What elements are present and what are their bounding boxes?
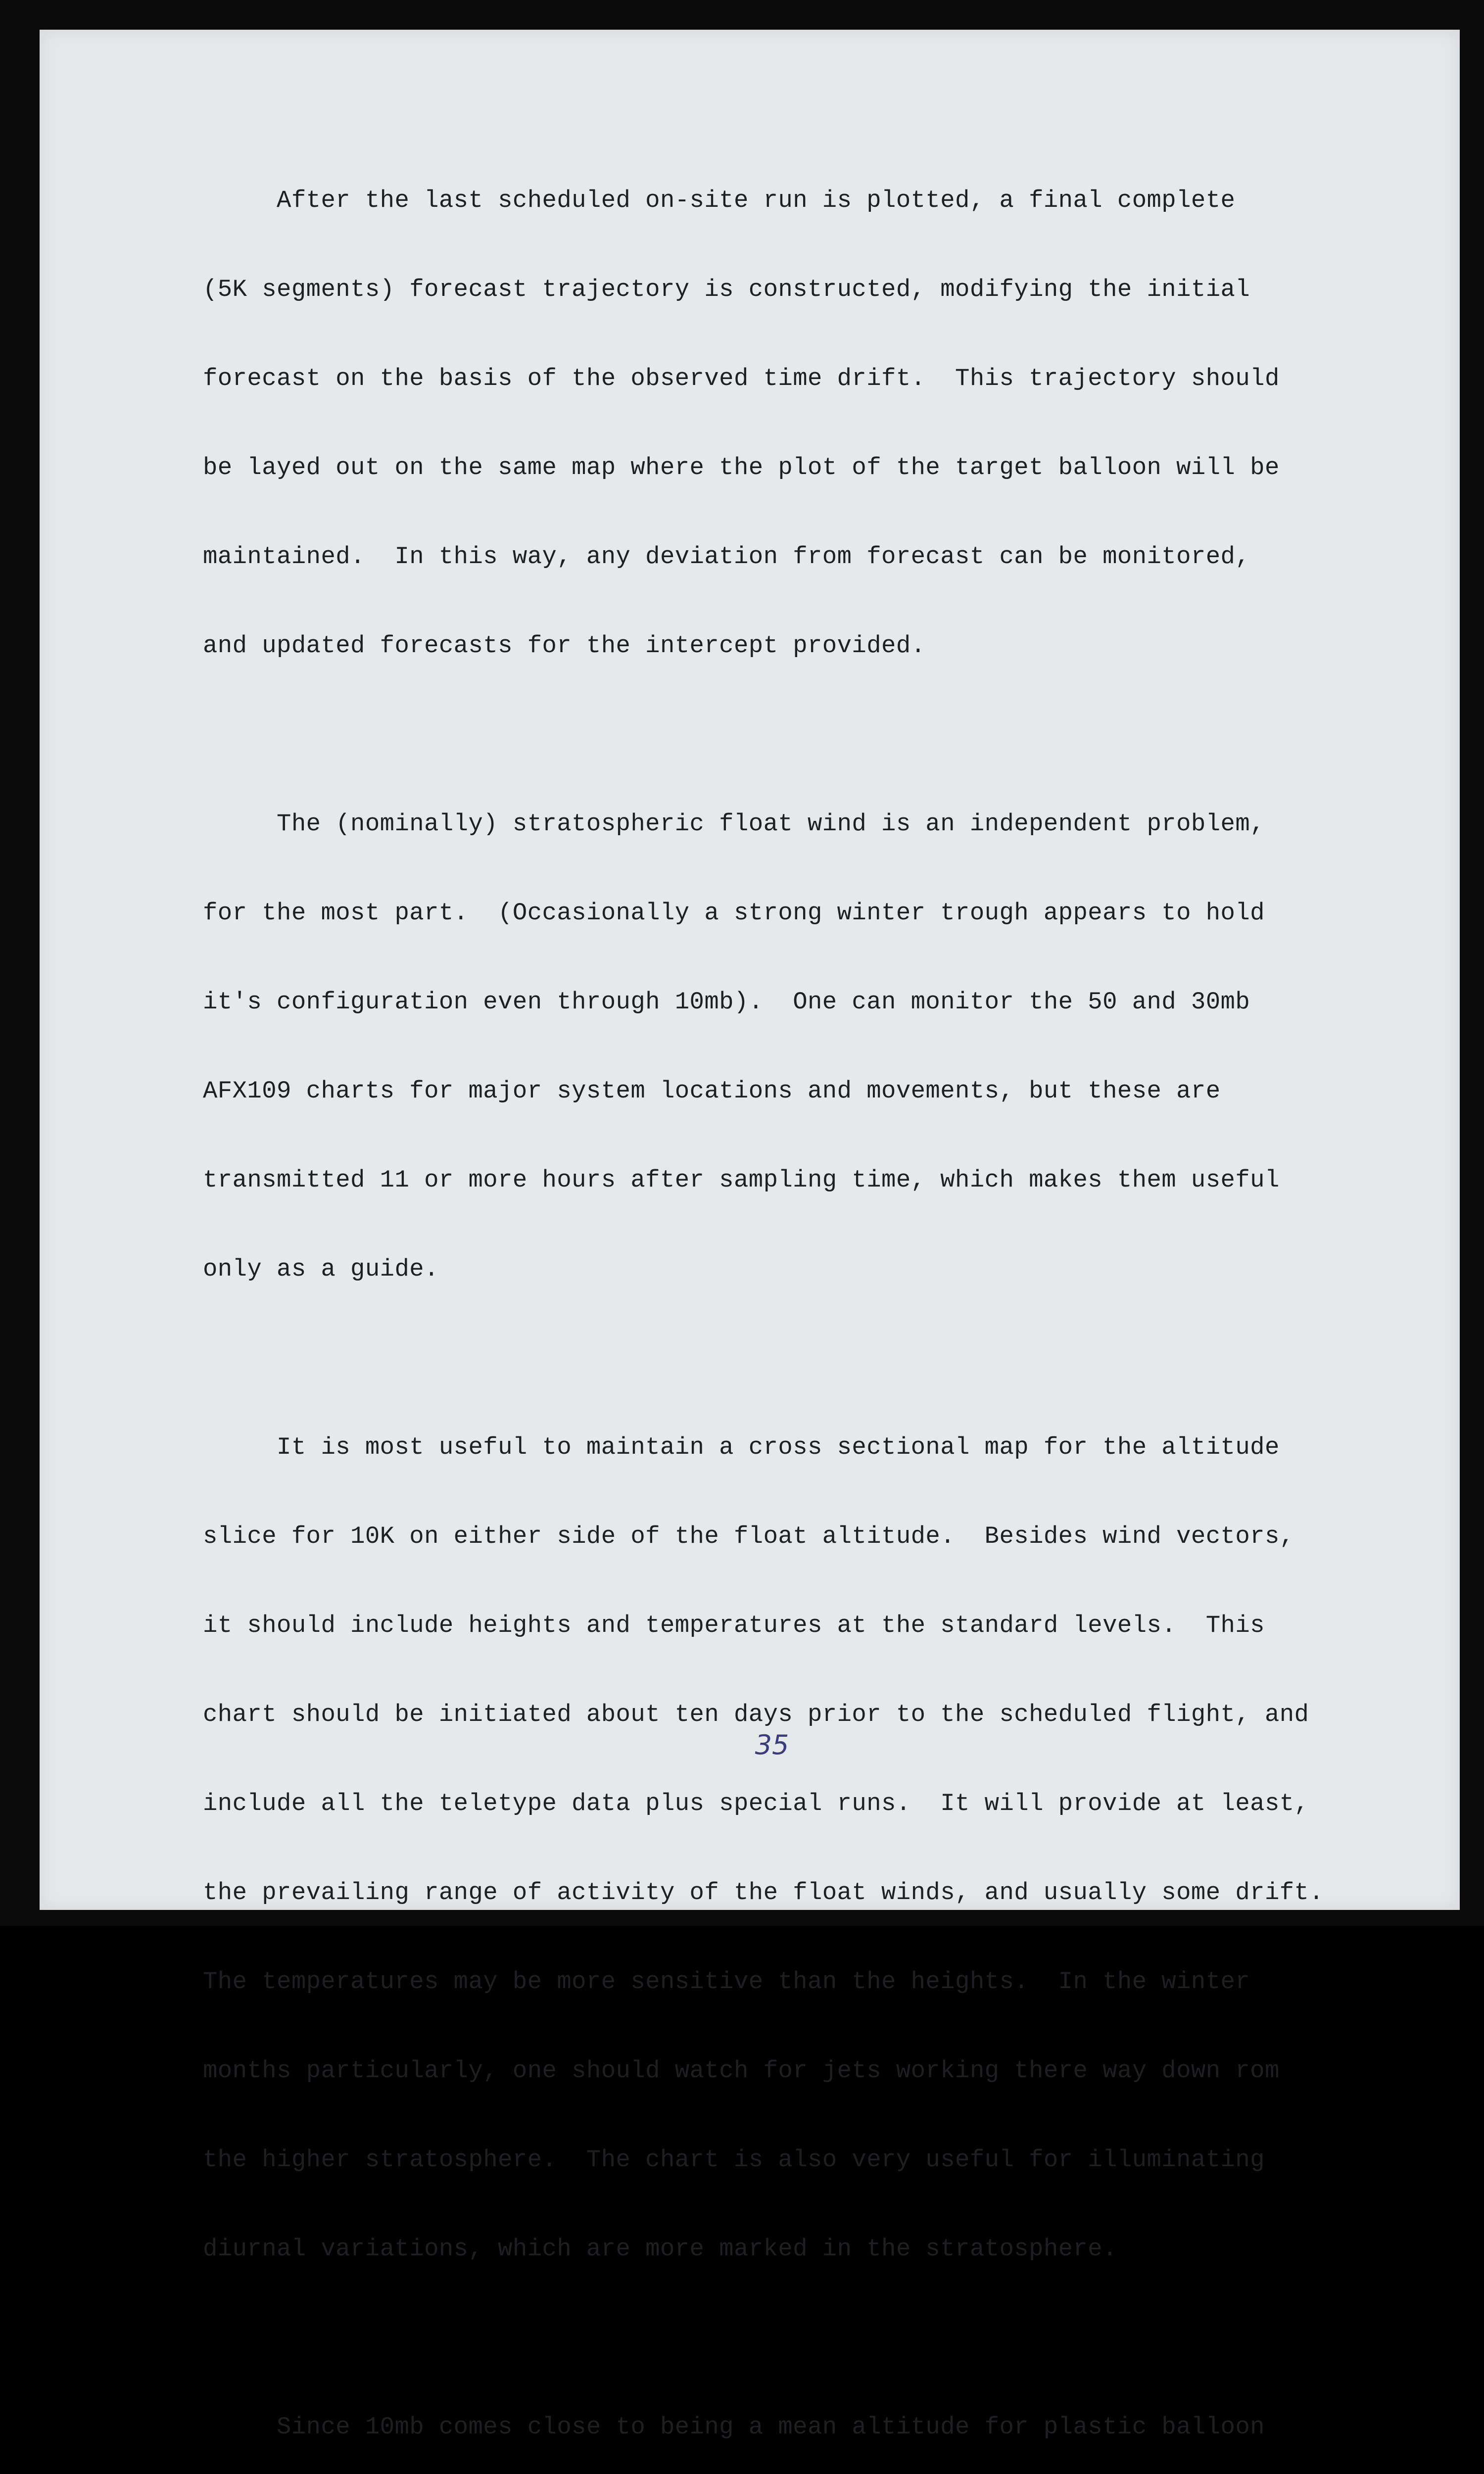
text-line: include all the teletype data plus special runs. It will provide at least,	[203, 1790, 1309, 1817]
text-line: The temperatures may be more sensitive than the heights. In the winter	[203, 1968, 1250, 1996]
text-line: maintained. In this way, any deviation from forecast can be monitored,	[203, 543, 1250, 571]
text-line: AFX109 charts for major system locations and movements, but these are	[203, 1077, 1221, 1105]
text-line: months particularly, one should watch for jets working there way down rom	[203, 2057, 1280, 2085]
paragraph-float-wind	[203, 750, 1425, 1343]
paragraph-10mb-pathfinders	[203, 2353, 1425, 2474]
text-line: for the most part. (Occasionally a strong winter trough appears to hold	[203, 899, 1265, 927]
text-line: After the last scheduled on-site run is plotted, a final complete	[203, 187, 1236, 214]
document-page	[40, 30, 1460, 2441]
text-line: diurnal variations, which are more marked in the stratosphere.	[203, 2235, 1117, 2263]
text-line: transmitted 11 or more hours after sampling time, which makes them useful	[203, 1166, 1280, 1194]
text-line: Since 10mb comes close to being a mean altitude for plastic balloon	[203, 2413, 1265, 2441]
typed-text-body	[203, 126, 1425, 2474]
paragraph-cross-section	[203, 1373, 1425, 2323]
page-number: 35	[755, 1729, 789, 1760]
text-line: (5K segments) forecast trajectory is constructed, modifying the initial	[203, 276, 1250, 303]
text-line: only as a guide.	[203, 1255, 439, 1283]
text-line: chart should be initiated about ten days prior to the scheduled flight, and	[203, 1701, 1309, 1728]
text-line: it should include heights and temperatures at the standard levels. This	[203, 1612, 1265, 1639]
text-line: The (nominally) stratospheric float wind is an independent problem,	[203, 810, 1265, 838]
text-line: and updated forecasts for the intercept provided.	[203, 632, 926, 660]
text-line: the prevailing range of activity of the float winds, and usually some drift.	[203, 1879, 1324, 1906]
text-line: forecast on the basis of the observed time drift. This trajectory should	[203, 365, 1280, 392]
text-line: it's configuration even through 10mb). One can monitor the 50 and 30mb	[203, 988, 1250, 1016]
text-line: It is most useful to maintain a cross sectional map for the altitude	[203, 1433, 1280, 1461]
text-line: the higher stratosphere. The chart is also very useful for illuminating	[203, 2146, 1265, 2174]
paragraph-forecast-trajectory	[203, 126, 1425, 720]
text-line: be layed out on the same map where the plot of the target balloon will be	[203, 454, 1280, 481]
text-line: slice for 10K on either side of the float altitude. Besides wind vectors,	[203, 1522, 1294, 1550]
